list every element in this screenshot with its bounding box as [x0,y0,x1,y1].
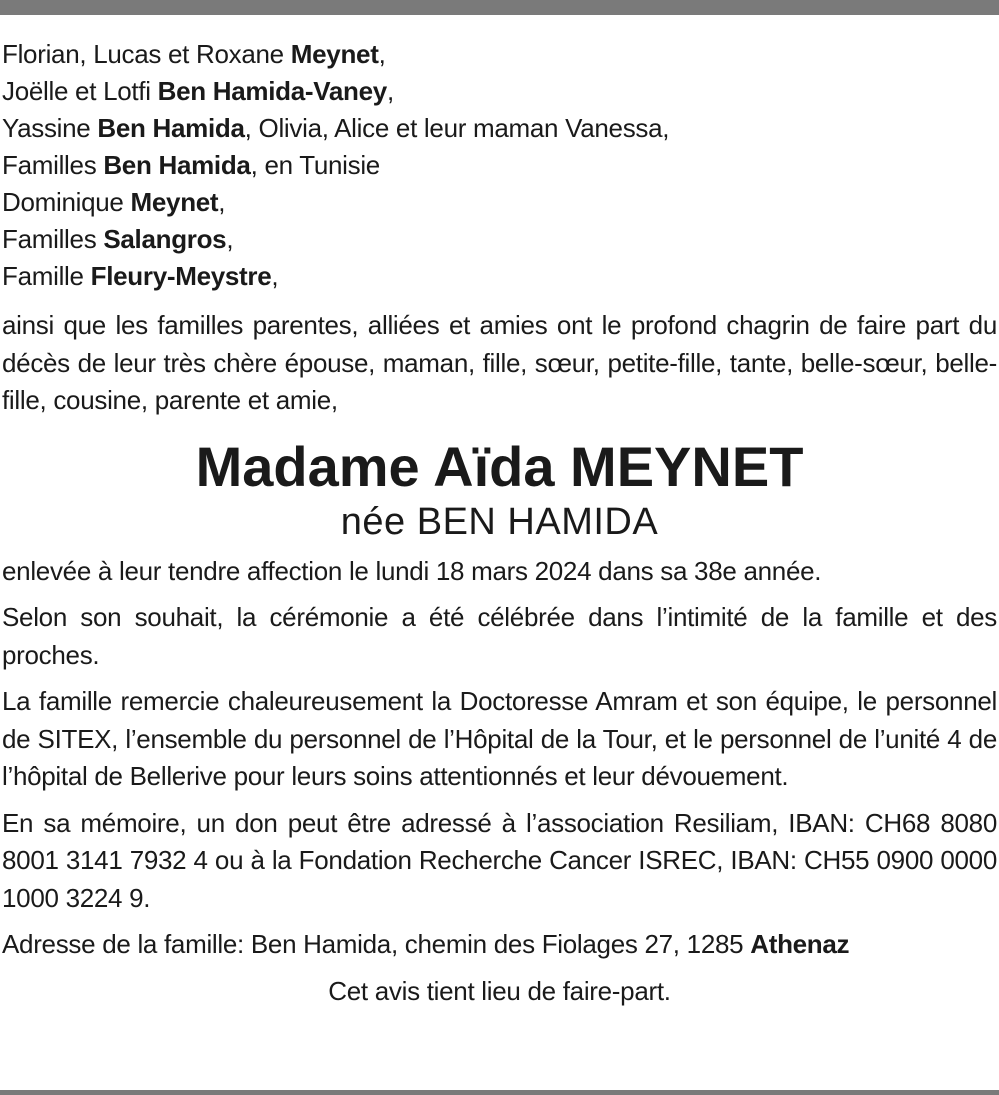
family-address: Adresse de la famille: Ben Hamida, chemin des Fiolages 27, 1285 Athenaz [2,929,850,959]
obituary-notice [2,36,997,1010]
family-line: Famille Fleury-Meystre, [2,261,279,291]
maiden-name: née BEN HAMIDA [340,500,659,543]
donation-paragraph: En sa mémoire, un don peut être adressé à l’association Resiliam, IBAN: CH68 8080 8001 3141 7932 4 ou à la Fondation Recherche Cancer ISREC, IBAN: CH55 0900 0000 1000 3224 9. [2,807,997,913]
deceased-name: Madame Aïda MEYNET [195,434,804,498]
top-rule [0,0,999,15]
family-line: Yassine Ben Hamida, Olivia, Alice et leur maman Vanessa, [2,113,670,143]
family-line: Joëlle et Lotfi Ben Hamida-Vaney, [2,76,394,106]
family-line: Dominique Meynet, [2,187,226,217]
family-line: Familles Salangros, [2,224,234,254]
ceremony-paragraph: Selon son souhait, la cérémonie a été célébrée dans l’intimité de la famille et des proches. [2,602,997,670]
announcement-paragraph: ainsi que les familles parentes, alliées et amies ont le profond chagrin de faire part du décès de leur très chère épouse, maman, fille, sœur, petite-fille, tante, belle-sœur, belle-fille, cousine, parente et amie, [2,310,997,415]
thanks-paragraph: La famille remercie chaleureusement la Doctoresse Amram et son équipe, le personnel de SITEX, l’ensemble du personnel de l’Hôpital de la Tour, et le personnel de l’unité 4 de l’hôpital de Bellerive pour leurs soins attentionnés et leur dévouement. [2,686,997,791]
family-line: Florian, Lucas et Roxane Meynet, [2,39,386,69]
footer-note: Cet avis tient lieu de faire-part. [328,975,671,1006]
deceased-name-block [2,434,997,544]
family-line: Familles Ben Hamida, en Tunisie [2,150,380,180]
family-list [2,36,997,295]
bottom-rule [0,1090,999,1095]
passing-paragraph: enlevée à leur tendre affection le lundi 18 mars 2024 dans sa 38e année. [2,555,822,586]
